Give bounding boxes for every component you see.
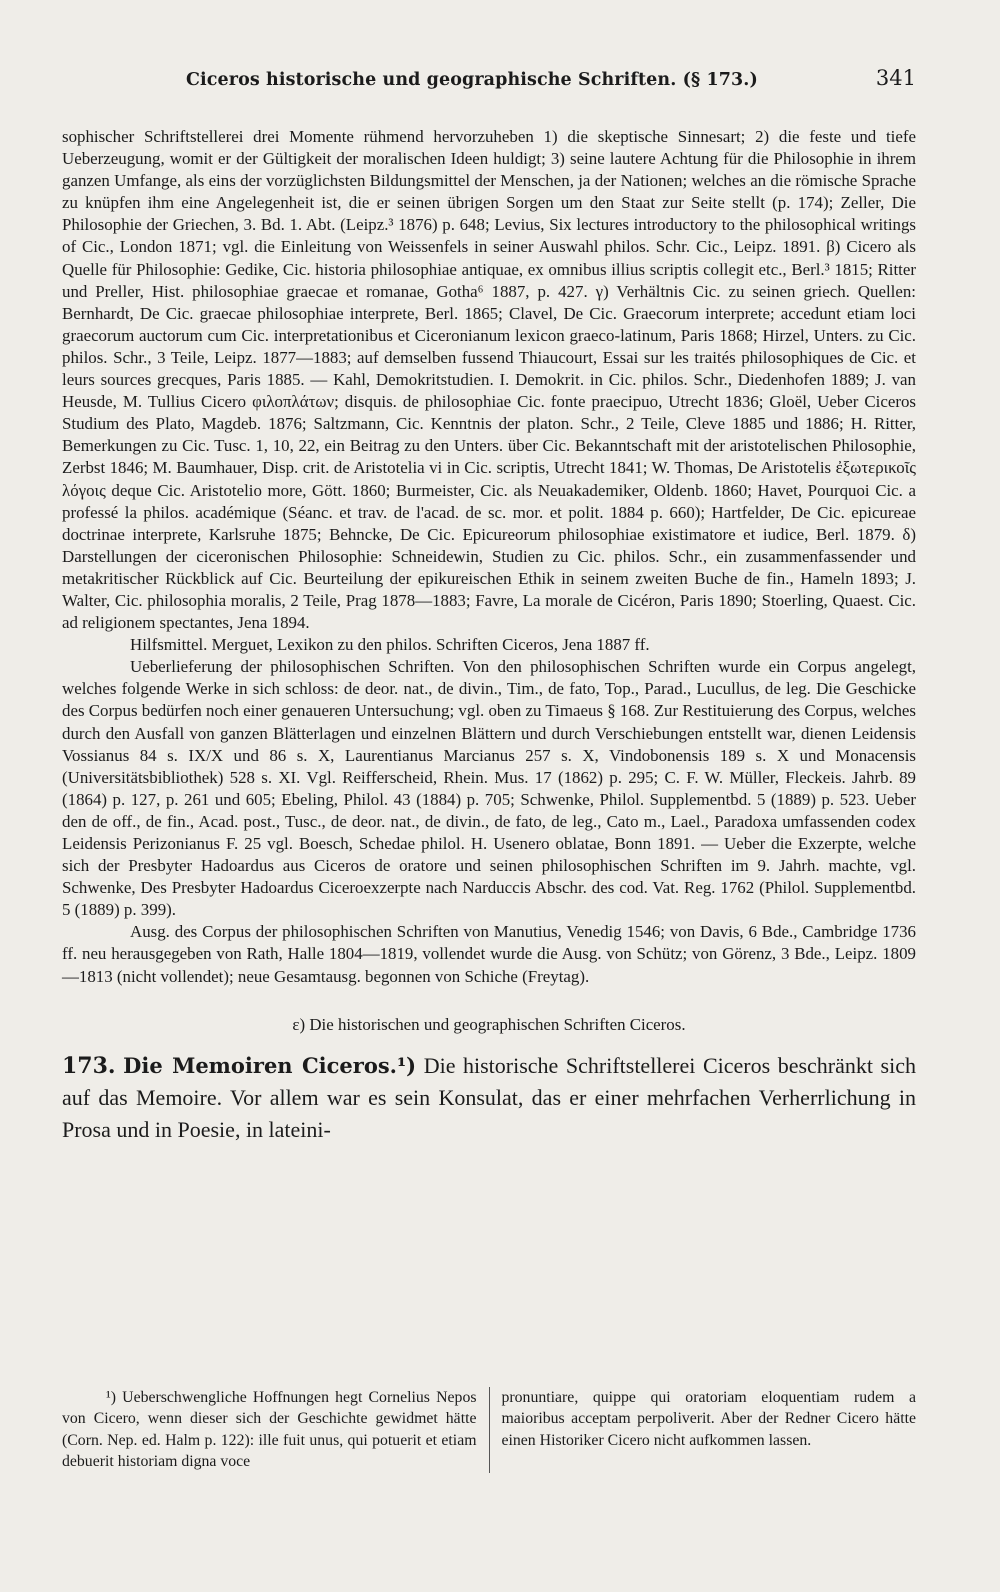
page-number: 341 (875, 66, 916, 90)
running-title: Ciceros historische und geographische Schriften. (§ 173.) (186, 70, 758, 90)
main-text (62, 126, 916, 1146)
footnote-1-start: ¹) Ueberschwengliche Hoffnungen hegt Cornelius Nepos von Cicero, wenn dieser sich der Geschichte gewidmet hätte (Corn. Nep. ed. Halm p. 122): ille fuit unus, qui potuerit et etiam debuerit historiam digna voce (62, 1389, 477, 1471)
section-173 (62, 1050, 916, 1146)
subsection-heading: ε) Die historischen und geographischen Schriften Ciceros. (292, 1014, 686, 1034)
section-number: 173. (62, 1052, 116, 1079)
paragraph-ausgaben: Ausg. des Corpus der philosophischen Schriften von Manutius, Venedig 1546; von Davis, 6 Bde., Cambridge 1736 ff. neu herausgegeben von Rath, Halle 1804—1819, vollendet wurde die Ausg. von Schütz; von Görenz, 3 Bde., Leipz. 1809—1813 (nicht vollendet); neue Gesamtausg. begonnen von Schiche (Freytag). (62, 922, 916, 986)
paragraph-bibliography: sophischer Schriftstellerei drei Momente rühmend hervorzuheben 1) die skeptische Sinnesart; 2) die feste und tiefe Ueberzeugung, womit er der Gültigkeit der moralischen Ideen huldigt; 3) seine lautere Achtung für die Philosophie in ihrem ganzen Umfange, als eins der vorzüglichsten Bildungsmittel der Menschen, ja der Nationen; welches an die römische Sprache zu knüpfen ihm eine Angelegenheit ist, die er seinen übrigen Sorgen um den Staat zur Seite stellt (p. 174); Zeller, Die Philosophie der Griechen, 3. Bd. 1. Abt. (Leipz.³ 1876) p. 648; Levius, Six lectures introductory to the philosophical writings of Cic., London 1871; vgl. die Einleitung von Weissenfels in seiner Auswahl philos. Schr. Cic., Leipz. 1891. β) Cicero als Quelle für Philosophie: Gedike, Cic. historia philosophiae antiquae, ex omnibus illius scriptis collegit etc., Berl.³ 1815; Ritter und Preller, Hist. philosophiae graecae et romanae, Gotha⁶ 1887, p. 427. γ) Verhältnis Cic. zu seinen griech. Quellen: Bernhardt, De Cic. graecae philosophiae interprete, Berl. 1865; Clavel, De Cic. Graecorum interprete; accedunt etiam loci graecorum auctorum cum Cic. interpretationibus et Ciceronianum lexicon graeco-latinum, Paris 1868; Hirzel, Unters. zu Cic. philos. Schr., 3 Teile, Leipz. 1877—1883; auf demselben fussend Thiaucourt, Essai sur les traités philosophiques de Cic. et leurs sources grecques, Paris 1885. — Kahl, Demokritstudien. I. Demokrit. in Cic. philos. Schr., Diedenhofen 1889; J. van Heusde, M. Tullius Cicero φιλοπλάτων; disquis. de philosophiae Cic. fonte praecipuo, Utrecht 1836; Gloël, Ueber Ciceros Studium des Plato, Magdeb. 1876; Saltzmann, Cic. Kenntnis der platon. Schr., 2 Teile, Cleve 1885 und 1886; H. Ritter, Bemerkungen zu Cic. Tusc. 1, 10, 22, ein Beitrag zu den Unters. über Cic. Bekanntschaft mit der aristotelischen Philosophie, Zerbst 1846; M. Baumhauer, Disp. crit. de Aristotelia vi in Cic. scriptis, Utrecht 1841; W. Thomas, De Aristotelis ἐξωτερικοῖς λόγοις deque Cic. Aristotelio more, Gött. 1860; Burmeister, Cic. als Neuakademiker, Oldenb. 1860; Havet, Pourquoi Cic. a professé la philos. académique (Séanc. et trav. de l'acad. de sc. mor. et polit. 1884 p. 660); Hartfelder, De Cic. epicureae doctrinae interprete, Karlsruhe 1875; Behncke, De Cic. Epicureorum philosophiae existimatore et iudice, Berl. 1879. δ) Darstellungen der ciceronischen Philosophie: Schneidewin, Studien zu Cic. philos. Schr., ein zusammenfassender und metakritischer Rückblick auf Cic. Beurteilung der epikureischen Ethik in seinem zweiten Buche de fin., Hameln 1893; J. Walter, Cic. philosophia moralis, 2 Teile, Prag 1878—1883; Favre, La morale de Cicéron, Paris 1890; Stoerling, Quaest. Cic. ad religionem spectantes, Jena 1894. (62, 127, 916, 633)
section-heading: Die Memoiren Ciceros.¹) (123, 1052, 417, 1078)
paragraph-ueberlieferung: Ueberlieferung der philosophischen Schriften. Von den philosophischen Schriften wurde ein Corpus angelegt, welches folgende Werke in sich schloss: de deor. nat., de divin., Tim., de fato, Top., Parad., Lucullus, de leg. Die Geschicke des Corpus bedürfen noch einer genaueren Untersuchung; vgl. oben zu Timaeus § 168. Zur Restituierung des Corpus, welches durch den Ausfall von ganzen Blätterlagen und einzelnen Blättern und durch Verschiebungen entstellt war, dienen Leidensis Vossianus 84 s. IX/X und 86 s. X, Laurentianus Marcianus 257 s. X, Vindobonensis 189 s. X und Monacensis (Universitätsbibliothek) 528 s. XI. Vgl. Reifferscheid, Rhein. Mus. 17 (1862) p. 295; C. F. W. Müller, Fleckeis. Jahrb. 89 (1864) p. 127, p. 261 und 605; Ebeling, Philol. 43 (1884) p. 705; Schwenke, Philol. Supplementbd. 5 (1889) p. 523. Ueber den de off., de fin., Acad. post., Tusc., de deor. nat., de divin., de fato, de leg., Cato m., Lael., Paradoxa umfassenden codex Leidensis Perizonianus F. 25 vgl. Boesch, Schedae philol. H. Usenero oblatae, Bonn 1891. — Ueber die Exzerpte, welche sich der Presbyter Hadoardus aus Ciceros de oratore und seinen philosophischen Schriften im 9. Jahrh. machte, vgl. Schwenke, Des Presbyter Hadoardus Ciceroexzerpte nach Narduccis Abschr. des cod. Vat. Reg. 1762 (Philol. Supplementbd. 5 (1889) p. 399). (62, 657, 916, 920)
footnote-1-continuation: pronuntiare, quippe qui oratoriam eloquentiam rudem a maioribus acceptam perpoliverit. Aber der Redner Cicero hätte einen Historiker Cicero nicht aufkommen lassen. (501, 1389, 916, 1449)
paragraph-hilfsmittel: Hilfsmittel. Merguet, Lexikon zu den philos. Schriften Ciceros, Jena 1887 ff. (130, 635, 650, 655)
section-text: Die historische Schriftstellerei Ciceros beschränkt sich auf das Memoire. Vor allem war es sein Konsulat, das er einer mehrfachen Verherrlichung in Prosa und in Poesie, in lateini- (62, 1052, 916, 1142)
footnote-column-left (62, 1387, 489, 1473)
running-header (62, 66, 916, 96)
footnotes (62, 1387, 916, 1473)
footnote-column-right (489, 1387, 917, 1473)
